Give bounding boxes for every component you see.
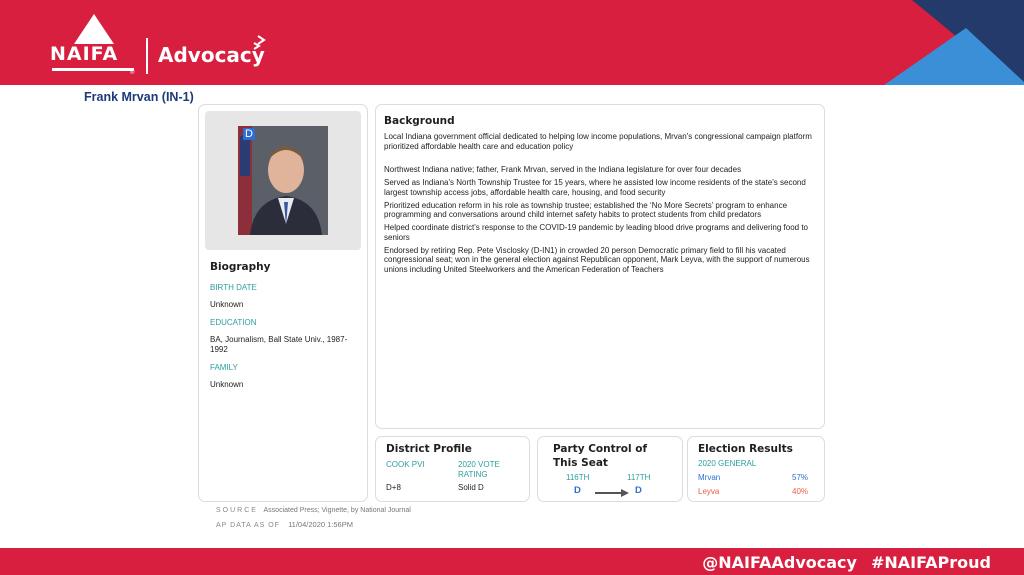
logo-text: NAIFA: [50, 43, 119, 65]
member-portrait: [238, 126, 328, 235]
background-item: Local Indiana government official dedicated to helping low income populations, Mrvan's congressional campaign platform prioritized affordable health care and education policy: [384, 132, 812, 151]
education-value: BA, Journalism, Ball State Univ., 1987-1992: [210, 335, 348, 354]
election-subtitle: 2020 GENERAL: [698, 459, 757, 468]
family-label: FAMILY: [210, 363, 238, 372]
header-title: Advocacy: [158, 43, 265, 67]
data-as-of-line: [216, 520, 353, 529]
background-list: [384, 132, 814, 278]
logo-triangle-icon: [74, 14, 114, 44]
background-item: Served as Indiana's North Township Trustee for 15 years, where he assisted low income residents of the state's second largest township access jobs, affordable health care, housing, and food security: [384, 178, 806, 197]
family-value: Unknown: [210, 380, 244, 389]
birth-date-value: Unknown: [210, 300, 244, 309]
header-divider: [146, 38, 148, 74]
cook-pvi-label: COOK PVI: [386, 460, 425, 469]
registered-mark-icon: ®: [130, 70, 135, 76]
party-from: D: [574, 485, 581, 496]
source-line: [216, 507, 411, 514]
twitter-handle-link[interactable]: @NAIFAAdvocacy: [702, 553, 857, 572]
cook-pvi-value: D+8: [386, 483, 401, 492]
source-label: SOURCE: [216, 507, 258, 514]
data-as-of-label: AP DATA AS OF: [216, 522, 280, 529]
profile-card: [198, 104, 368, 502]
naifa-logo[interactable]: [50, 14, 138, 78]
background-item: Northwest Indiana native; father, Frank Mrvan, served in the Indiana legislature for over four decades: [384, 165, 742, 174]
vote-rating-value: Solid D: [458, 483, 484, 492]
congress-from-label: 116TH: [566, 473, 590, 482]
source-text: Associated Press; Vignette, by National Journal: [263, 507, 411, 514]
party-badge: D: [245, 128, 253, 140]
candidate-pct: 57%: [792, 473, 809, 482]
page-title: Frank Mrvan (IN-1): [84, 90, 194, 104]
district-profile-card: [375, 436, 530, 502]
vote-rating-label: 2020 VOTE RATING: [458, 460, 500, 479]
background-heading: Background: [384, 115, 455, 127]
biography-heading: Biography: [210, 261, 271, 273]
logo-underline: [52, 68, 134, 71]
background-item: Endorsed by retiring Rep. Pete Visclosky (D-IN1) in crowded 20 person Democratic primary field to fill his vacated congressional seat; won in the general election against Republican opponent, Mark Leyva, with the support of numerous unions including United Steelworkers and the American Federation of Teachers: [384, 245, 810, 274]
election-results-card: [687, 436, 825, 502]
candidate-pct: 40%: [792, 487, 809, 496]
arrow-right-icon: [595, 489, 629, 497]
data-as-of-value: 11/04/2020 1:56PM: [288, 520, 353, 529]
chevron-arrows-icon: [252, 34, 272, 50]
background-card: [375, 104, 825, 429]
district-profile-heading: District Profile: [386, 443, 472, 455]
candidate-name: Mrvan: [698, 473, 721, 482]
party-to: D: [635, 485, 642, 496]
election-results-heading: Election Results: [698, 443, 793, 455]
hashtag-link[interactable]: #NAIFAProud: [870, 553, 991, 572]
footer-bar: [0, 548, 1024, 575]
education-label: EDUCATION: [210, 318, 257, 327]
party-control-heading: Party Control of This Seat: [553, 443, 648, 469]
party-control-card: [537, 436, 683, 502]
header-decoration: [864, 0, 1024, 85]
candidate-name: Leyva: [698, 487, 720, 496]
photo-container: [205, 111, 361, 250]
birth-date-label: BIRTH DATE: [210, 283, 257, 292]
congress-to-label: 117TH: [627, 473, 651, 482]
header-bar: [0, 0, 1024, 85]
background-item: Helped coordinate district's response to the COVID-19 pandemic by leading blood drive programs and delivering food to seniors: [384, 223, 808, 242]
background-item: Prioritized education reform in his role as township trustee; established the ‘No More Secrets’ program to enhance programming and conversations around child internet safety habits to protect students from child predators: [384, 200, 788, 219]
footer-hashtags: [702, 553, 991, 572]
